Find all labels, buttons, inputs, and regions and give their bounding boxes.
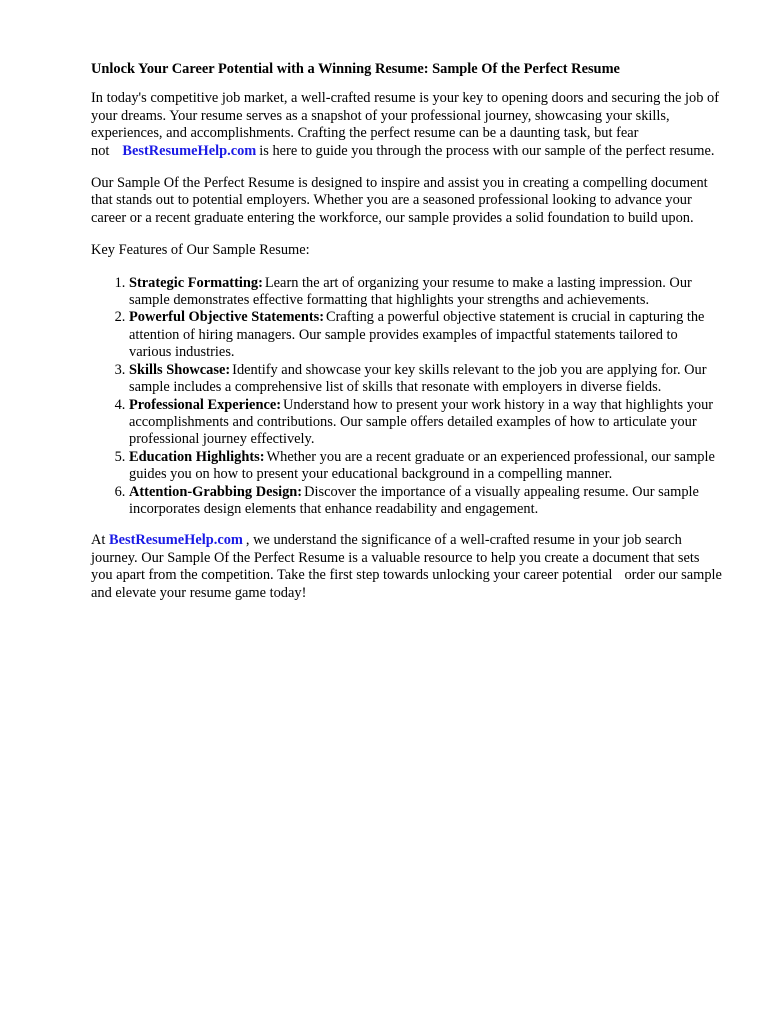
feature-label: Education Highlights:: [129, 448, 265, 465]
feature-text: Identify and showcase your key skills relevant to the job you are applying for. Our sample includes a comprehensive list of skills that resonate with employers in diverse fields.: [129, 361, 707, 396]
feature-text: Learn the art of organizing your resume to make a lasting impression. Our sample demonstrates effective formatting that highlights your strengths and achievements.: [129, 274, 692, 309]
feature-label: Strategic Formatting:: [129, 274, 263, 291]
intro-text-continued: is here to guide you through the process with our sample of the perfect resume.: [259, 142, 715, 159]
page-title: Unlock Your Career Potential with a Winning Resume: Sample Of the Perfect Resume: [91, 61, 620, 77]
feature-text: Crafting a powerful objective statement is crucial in capturing the attention of hiring managers. Our sample provides examples of impactful statements tailored to various industries.: [129, 309, 705, 361]
feature-item-attention-grabbing-design: [129, 484, 723, 519]
document-page: [91, 61, 723, 617]
feature-item-professional-experience: [129, 397, 723, 449]
feature-label: Professional Experience:: [129, 396, 282, 413]
closing-paragraph: [91, 532, 723, 602]
feature-item-objective-statements: [129, 309, 723, 361]
bestresumehelp-link-closing[interactable]: BestResumeHelp.com: [109, 532, 243, 549]
feature-text: Whether you are a recent graduate or an experienced professional, our sample guides you on how to present your educational background in a compelling manner.: [129, 448, 715, 483]
features-list: [91, 275, 723, 519]
feature-label: Attention-Grabbing Design:: [129, 483, 303, 500]
bestresumehelp-link[interactable]: BestResumeHelp.com: [122, 142, 257, 159]
intro-text: In today's competitive job market, a well-crafted resume is your key to opening doors and securing the job of your dreams. Your resume serves as a snapshot of your professional journey, showcasing your skills, experiences, and accomplishments. Crafting the perfect resume can be a daunting task, but fear not: [91, 90, 720, 159]
closing-text-end: order our sample and elevate your resume game today!: [91, 567, 722, 601]
closing-text: , we understand the significance of a well-crafted resume in your job search journey. Our Sample Of the Perfect Resume is a valuable resource to help you create a document that sets you apart from the competition. Take the first step towards unlocking your career potential: [91, 532, 700, 584]
feature-label: Powerful Objective Statements:: [129, 309, 325, 326]
feature-text: Discover the importance of a visually appealing resume. Our sample incorporates design elements that enhance readability and engagement.: [129, 483, 699, 517]
closing-text-start: At: [91, 532, 106, 549]
feature-item-skills-showcase: [129, 362, 723, 397]
feature-label: Skills Showcase:: [129, 361, 231, 378]
feature-item-education-highlights: [129, 449, 723, 484]
feature-item-strategic-formatting: [129, 275, 723, 310]
description-paragraph: Our Sample Of the Perfect Resume is designed to inspire and assist you in creating a compelling document that stands out to potential employers. Whether you are a seasoned professional looking to advance your career or a recent graduate entering the workforce, our sample provides a solid foundation to build upon.: [91, 175, 708, 226]
intro-paragraph: [91, 90, 723, 160]
feature-text: Understand how to present your work history in a way that highlights your accomplishments and contributions. Our sample offers detailed examples of how to articulate your professional journey effectively.: [129, 396, 714, 448]
features-heading: Key Features of Our Sample Resume:: [91, 242, 310, 259]
